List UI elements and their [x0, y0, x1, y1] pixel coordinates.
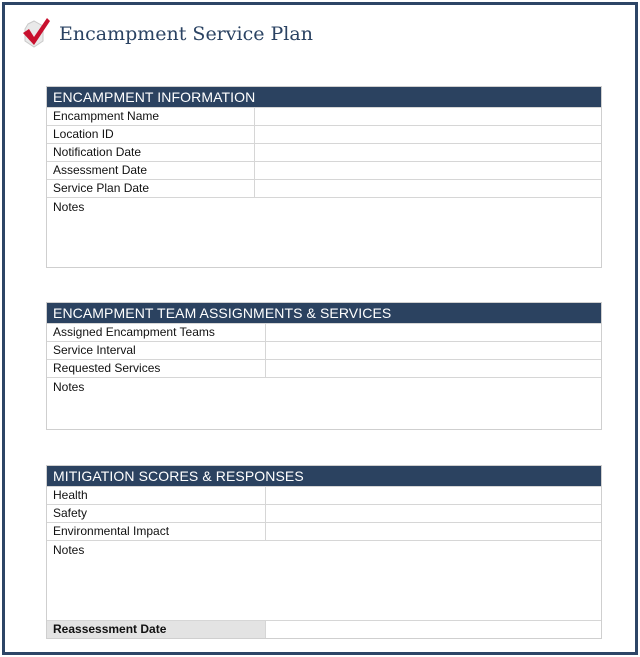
- document-title: Encampment Service Plan: [59, 23, 313, 45]
- notes-label: Notes: [53, 543, 85, 557]
- table-row: [47, 522, 601, 540]
- notification-date-field[interactable]: [255, 144, 601, 161]
- document-page: [2, 2, 638, 655]
- table-row: [47, 323, 601, 341]
- notes-label: Notes: [53, 200, 85, 214]
- field-label: Safety: [47, 505, 266, 522]
- section-header: MITIGATION SCORES & RESPONSES: [47, 466, 601, 486]
- notes-field[interactable]: [47, 377, 601, 429]
- red-checkmark-icon: [21, 17, 51, 51]
- notes-field[interactable]: [47, 540, 601, 620]
- field-label: Requested Services: [47, 360, 266, 377]
- field-label: Encampment Name: [47, 108, 255, 125]
- service-interval-field[interactable]: [266, 342, 601, 359]
- table-row: [47, 504, 601, 522]
- location-id-field[interactable]: [255, 126, 601, 143]
- assessment-date-field[interactable]: [255, 162, 601, 179]
- table-row: [47, 107, 601, 125]
- table-row: [47, 143, 601, 161]
- field-label: Assigned Encampment Teams: [47, 324, 266, 341]
- table-row: [47, 125, 601, 143]
- service-plan-date-field[interactable]: [255, 180, 601, 197]
- field-label: Assessment Date: [47, 162, 255, 179]
- environmental-impact-field[interactable]: [266, 523, 601, 540]
- table-row: [47, 161, 601, 179]
- encampment-name-field[interactable]: [255, 108, 601, 125]
- table-row: [47, 179, 601, 197]
- table-row: [47, 486, 601, 504]
- section-header: ENCAMPMENT TEAM ASSIGNMENTS & SERVICES: [47, 303, 601, 323]
- table-row: [47, 359, 601, 377]
- field-label: Environmental Impact: [47, 523, 266, 540]
- section-header: ENCAMPMENT INFORMATION: [47, 87, 601, 107]
- reassessment-date-field[interactable]: [266, 621, 601, 638]
- mitigation-scores-section: [46, 465, 602, 639]
- health-score-field[interactable]: [266, 487, 601, 504]
- field-label: Service Plan Date: [47, 180, 255, 197]
- field-label: Health: [47, 487, 266, 504]
- team-assignments-section: [46, 302, 602, 430]
- assigned-teams-field[interactable]: [266, 324, 601, 341]
- encampment-information-section: [46, 86, 602, 268]
- notes-field[interactable]: [47, 197, 601, 267]
- table-row: [47, 620, 601, 638]
- field-label: Notification Date: [47, 144, 255, 161]
- safety-score-field[interactable]: [266, 505, 601, 522]
- field-label: Reassessment Date: [47, 621, 266, 638]
- field-label: Service Interval: [47, 342, 266, 359]
- table-row: [47, 341, 601, 359]
- field-label: Location ID: [47, 126, 255, 143]
- requested-services-field[interactable]: [266, 360, 601, 377]
- notes-label: Notes: [53, 380, 85, 394]
